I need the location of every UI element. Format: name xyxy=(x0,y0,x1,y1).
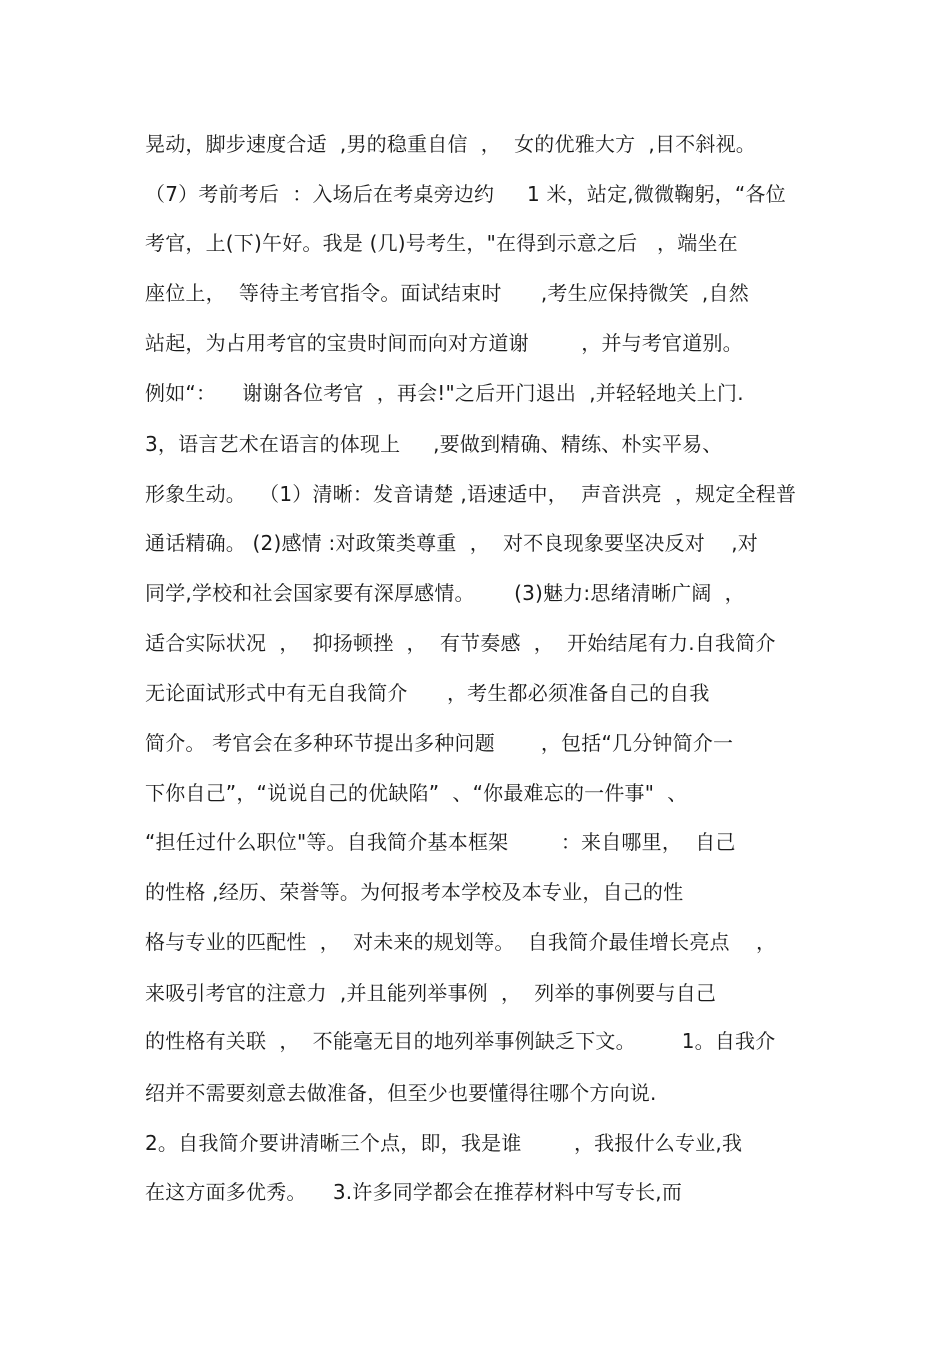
text-line: 例如“： 谢谢各位考官 ，再会!"之后开门退出 ,并轻轻地关上门. xyxy=(145,381,744,405)
text-line: 下你自己”，“说说自己的优缺陷” 、“你最难忘的一件事" 、 xyxy=(145,781,688,805)
text-line: （7）考前考后 ：入场后在考桌旁边约 1 米，站定,微微鞠躬，“各位 xyxy=(145,182,786,206)
text-line: 通话精确。 (2)感情 :对政策类尊重 ， 对不良现象要坚决反对 ,对 xyxy=(145,531,758,555)
text-line: 2。自我简介要讲清晰三个点，即，我是谁 ，我报什么专业,我 xyxy=(145,1131,743,1155)
text-line: 的性格 ,经历、荣誉等。为何报考本学校及本专业，自己的性 xyxy=(145,880,684,904)
text-line: 绍并不需要刻意去做准备，但至少也要懂得往哪个方向说. xyxy=(145,1081,657,1105)
text-line: 在这方面多优秀。 3.许多同学都会在推荐材料中写专长,而 xyxy=(145,1180,683,1204)
text-line: “担任过什么职位"等。自我简介基本框架 ：来自哪里， 自己 xyxy=(145,830,736,854)
text-line: 简介。 考官会在多种环节提出多种问题 ，包括“几分钟简介一 xyxy=(145,731,734,755)
text-line: 形象生动。 （1）清晰：发音请楚 ,语速适中， 声音洪亮 ，规定全程普 xyxy=(145,482,797,506)
text-line: 座位上， 等待主考官指令。面试结束时 ,考生应保持微笑 ,自然 xyxy=(145,281,749,305)
text-line: 晃动，脚步速度合适 ,男的稳重自信 ， 女的优雅大方 ,目不斜视。 xyxy=(145,132,756,156)
text-line: 考官，上(下)午好。我是 (几)号考生，"在得到示意之后 ，端坐在 xyxy=(145,231,738,255)
text-line: 3，语言艺术在语言的体现上 ,要做到精确、精练、朴实平易、 xyxy=(145,432,723,456)
text-line: 来吸引考官的注意力 ,并且能列举事例 ， 列举的事例要与自己 xyxy=(145,981,717,1005)
text-line: 的性格有关联 ， 不能毫无目的地列举事例缺乏下文。 1。自我介 xyxy=(145,1029,776,1053)
text-line: 适合实际状况 ， 抑扬顿挫 ， 有节奏感 ， 开始结尾有力.自我简介 xyxy=(145,631,776,655)
text-line: 站起，为占用考官的宝贵时间而向对方道谢 ，并与考官道别。 xyxy=(145,331,743,355)
text-line: 格与专业的匹配性 ， 对未来的规划等。 自我简介最佳增长亮点 ， xyxy=(145,930,777,954)
text-line: 同学,学校和社会国家要有深厚感情。 (3)魅力:思绪清晰广阔 ， xyxy=(145,581,745,605)
text-line: 无论面试形式中有无自我简介 ，考生都必须准备自己的自我 xyxy=(145,681,710,705)
